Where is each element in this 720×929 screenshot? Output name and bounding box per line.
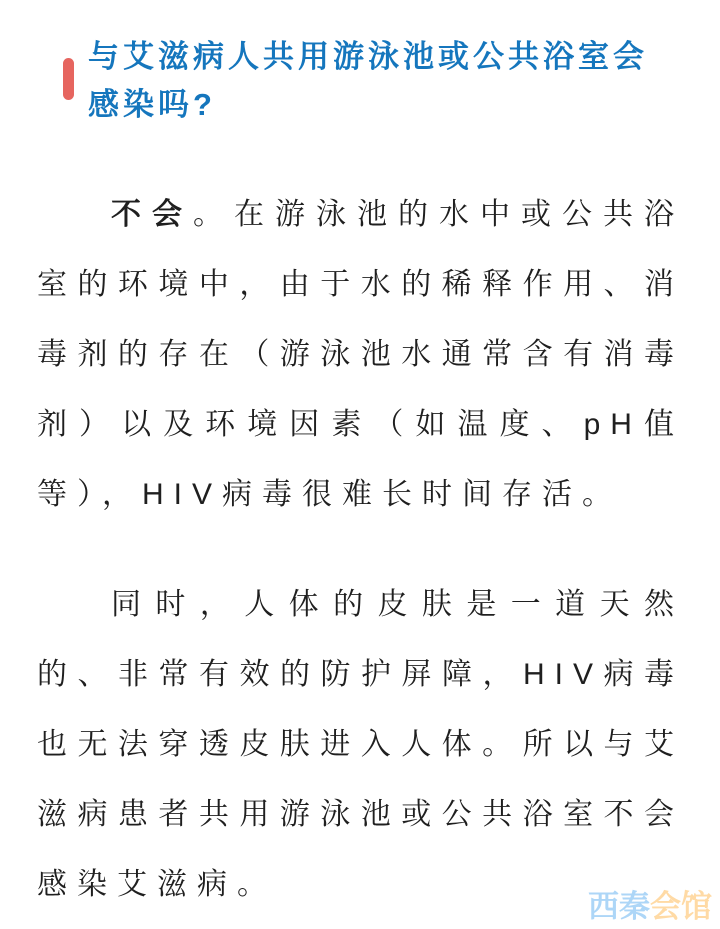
article-heading-row: [37, 33, 684, 129]
heading-accent-bar: [63, 58, 74, 100]
paragraph-1-text: 。在游泳池的水中或公共浴室的环境中，由于水的稀释作用、消毒剂的存在（游泳池水通常含有消毒剂）以及环境因素（如温度、pH值等），HIV病毒很难长时间存活。: [37, 198, 684, 511]
watermark: [588, 891, 712, 922]
article-title: 与艾滋病人共用游泳池或公共浴室会感染吗?: [88, 39, 648, 122]
paragraph-2: 同时，人体的皮肤是一道天然的、非常有效的防护屏障，HIV病毒也无法穿透皮肤进入人体。所以与艾滋病患者共用游泳池或公共浴室不会感染艾滋病。: [37, 588, 684, 901]
paragraph-1-lead: 不会: [111, 198, 193, 231]
watermark-huiguan: 会馆: [650, 889, 712, 924]
paragraph-1: [37, 180, 684, 530]
watermark-xiqin: 西秦: [588, 889, 650, 924]
